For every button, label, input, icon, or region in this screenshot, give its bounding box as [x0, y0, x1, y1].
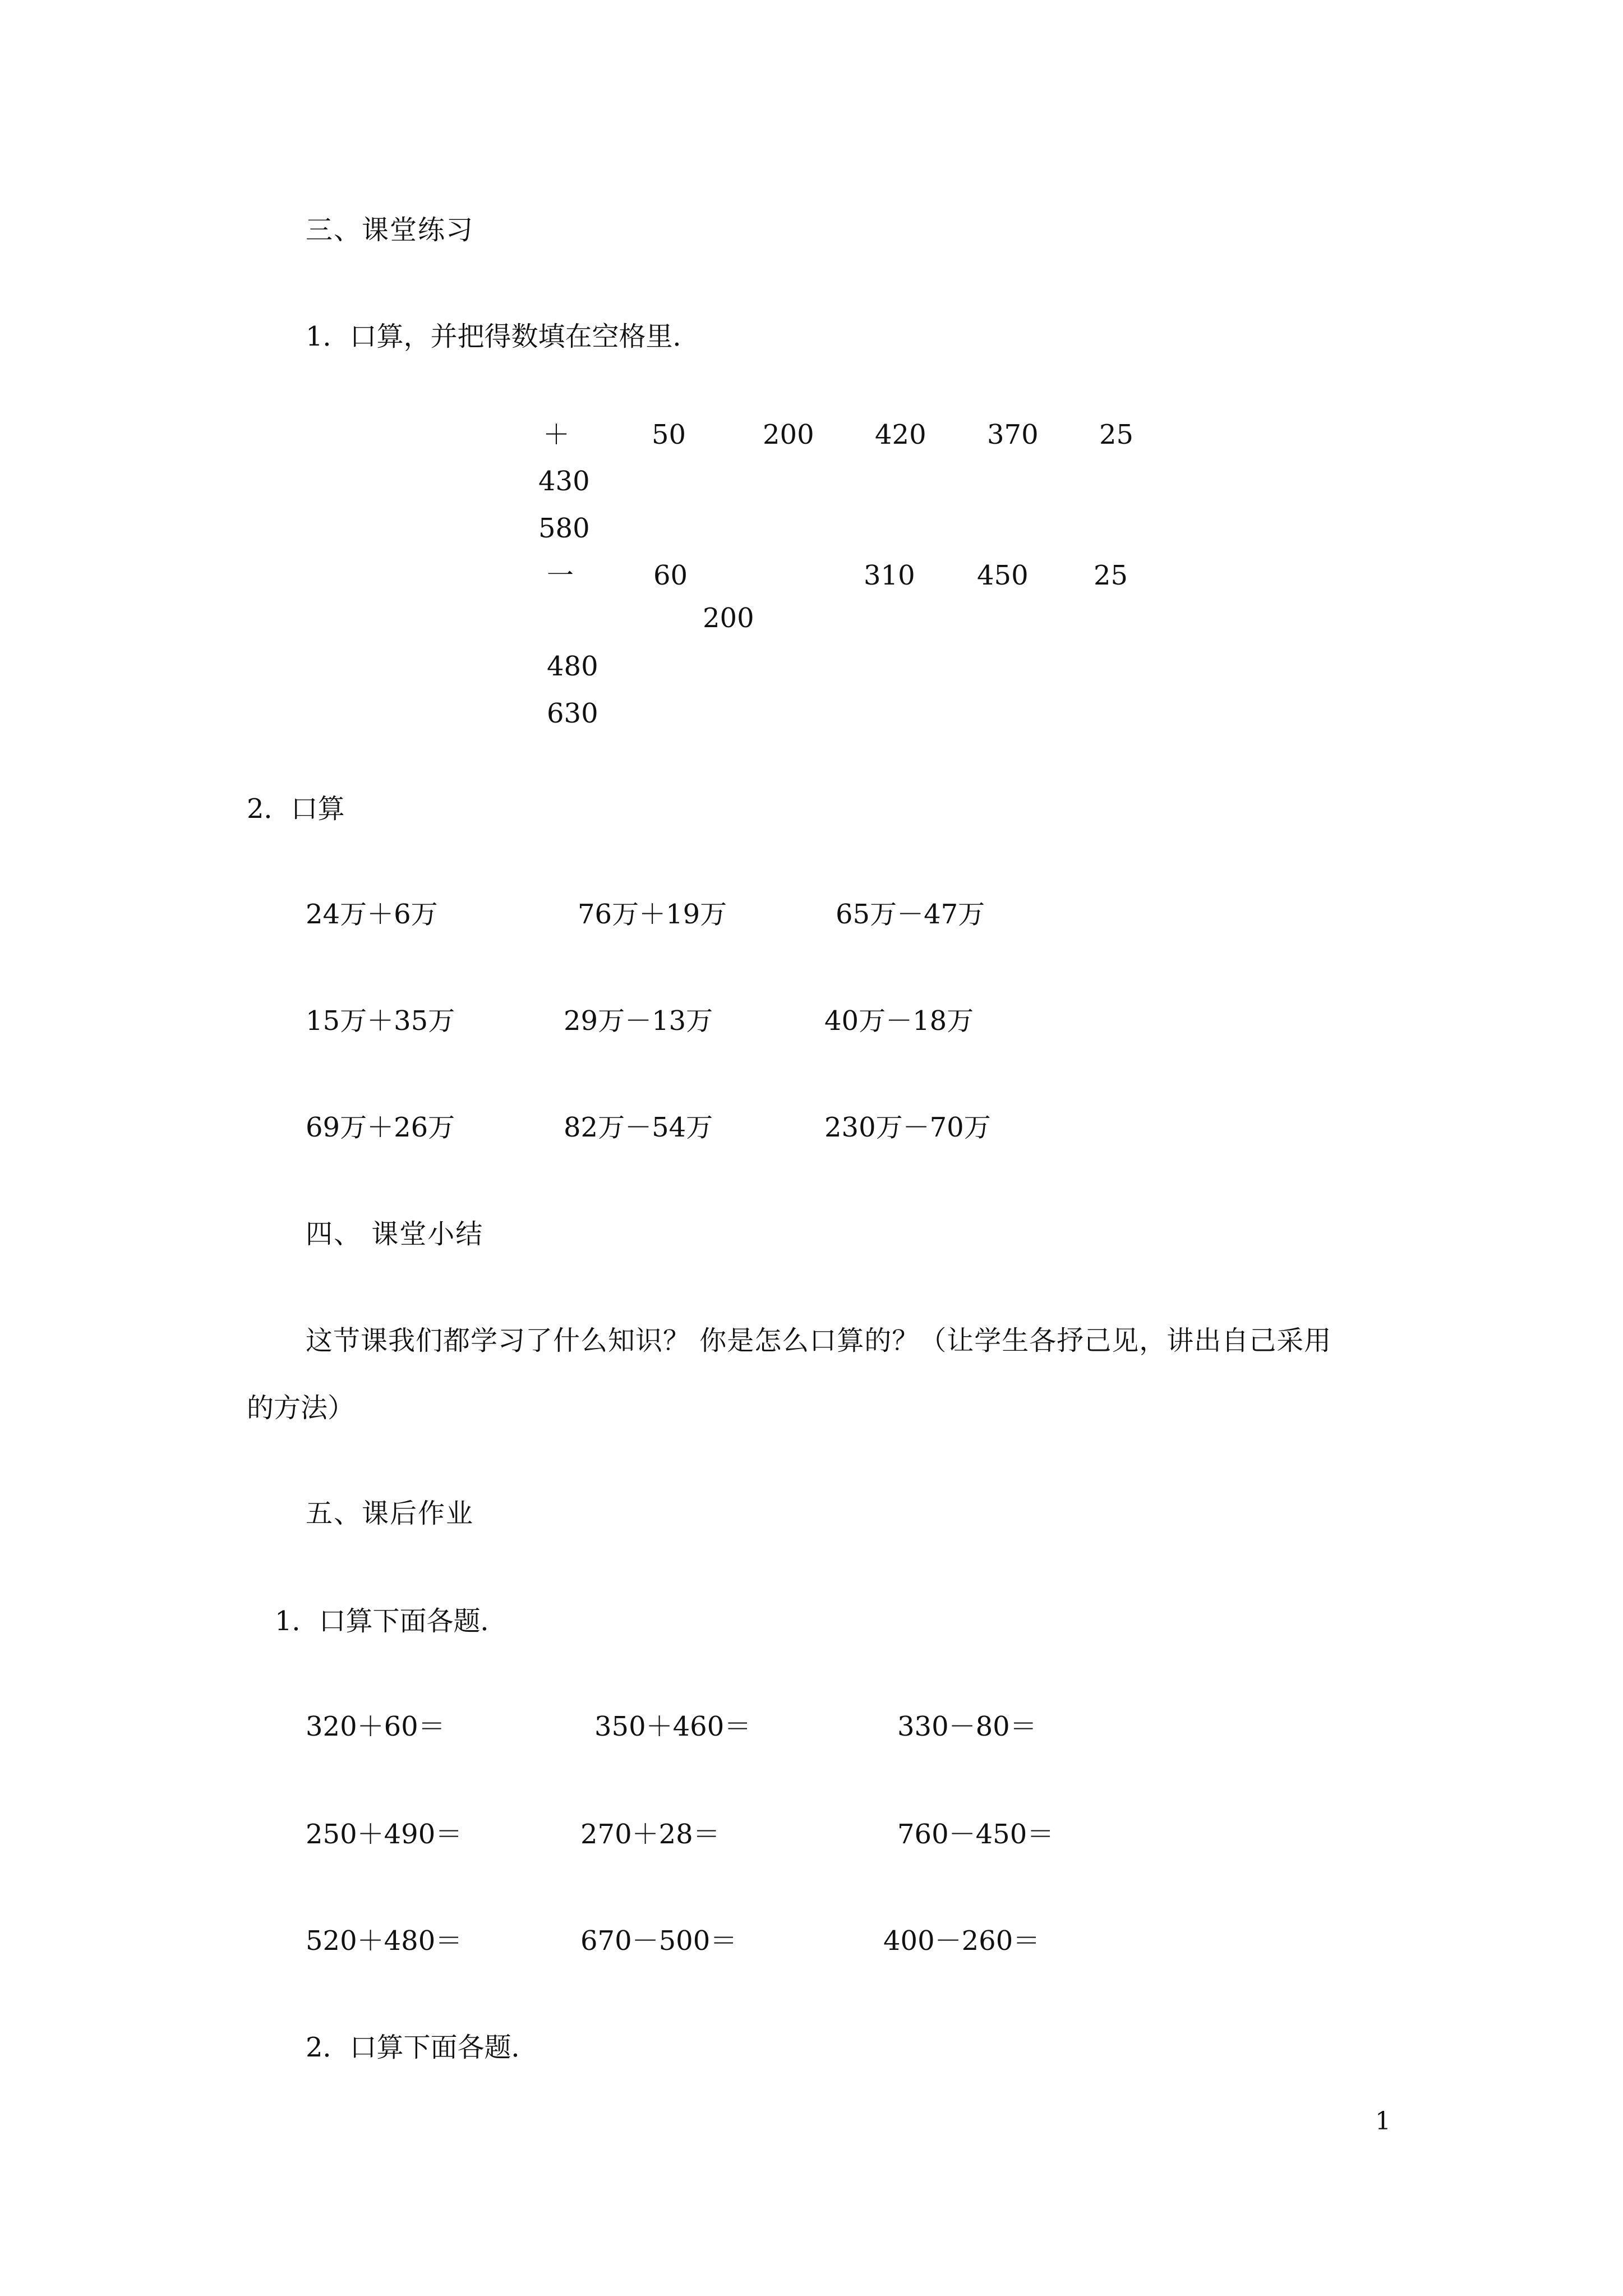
add-row-header: 430 [538, 466, 590, 497]
sub-row-header: 630 [547, 698, 598, 729]
section-heading-4: 四、 课堂小结 [306, 1218, 484, 1250]
sub-column-header: 450 [977, 560, 1029, 591]
plus-operator: ＋ [543, 419, 570, 450]
add-column-header: 420 [875, 419, 926, 450]
homework-calc-item: 400－260＝ [883, 1925, 1040, 1957]
add-row-header: 580 [538, 513, 590, 544]
oral-calc-item: 29万－13万 [564, 1005, 713, 1037]
oral-calc-item: 69万＋26万 [306, 1112, 455, 1143]
sub-column-header: 60 [653, 560, 688, 591]
add-column-header: 200 [763, 419, 814, 450]
sub-row-header: 480 [547, 651, 598, 682]
homework-calc-item: 350＋460＝ [594, 1711, 751, 1742]
add-column-header: 50 [652, 419, 686, 450]
sub-column-header: 200 [703, 602, 754, 634]
oral-calc-item: 24万＋6万 [306, 899, 438, 930]
homework-1-prompt: 1．口算下面各题． [275, 1605, 508, 1637]
homework-calc-item: 250＋490＝ [306, 1819, 463, 1850]
question-1-prompt: 1．口算，并把得数填在空格里． [306, 321, 700, 352]
sub-column-header: 310 [864, 560, 915, 591]
oral-calc-item: 76万＋19万 [578, 899, 727, 930]
section-heading-3: 三、课堂练习 [306, 214, 474, 246]
homework-calc-item: 330－80＝ [897, 1711, 1037, 1742]
homework-2-prompt: 2．口算下面各题． [306, 2032, 538, 2063]
summary-paragraph-line2: 的方法） [247, 1392, 355, 1424]
add-column-header: 25 [1099, 419, 1134, 450]
page-number: 1 [1375, 2107, 1391, 2136]
oral-calc-item: 15万＋35万 [306, 1005, 455, 1037]
oral-calc-item: 82万－54万 [564, 1112, 713, 1143]
homework-calc-item: 670－500＝ [580, 1925, 737, 1957]
homework-calc-item: 270＋28＝ [580, 1819, 720, 1850]
question-2-prompt: 2．口算 [247, 793, 345, 825]
oral-calc-item: 65万－47万 [836, 899, 985, 930]
homework-calc-item: 320＋60＝ [306, 1711, 445, 1742]
minus-operator: 一 [547, 560, 574, 591]
summary-paragraph-line1: 这节课我们都学习了什么知识？ 你是怎么口算的？（让学生各抒己见，讲出自己采用 [306, 1325, 1332, 1356]
section-heading-5: 五、课后作业 [306, 1498, 474, 1529]
homework-calc-item: 760－450＝ [897, 1819, 1054, 1850]
oral-calc-item: 40万－18万 [824, 1005, 974, 1037]
oral-calc-item: 230万－70万 [824, 1112, 991, 1143]
homework-calc-item: 520＋480＝ [306, 1925, 463, 1957]
add-column-header: 370 [987, 419, 1039, 450]
sub-column-header: 25 [1094, 560, 1128, 591]
